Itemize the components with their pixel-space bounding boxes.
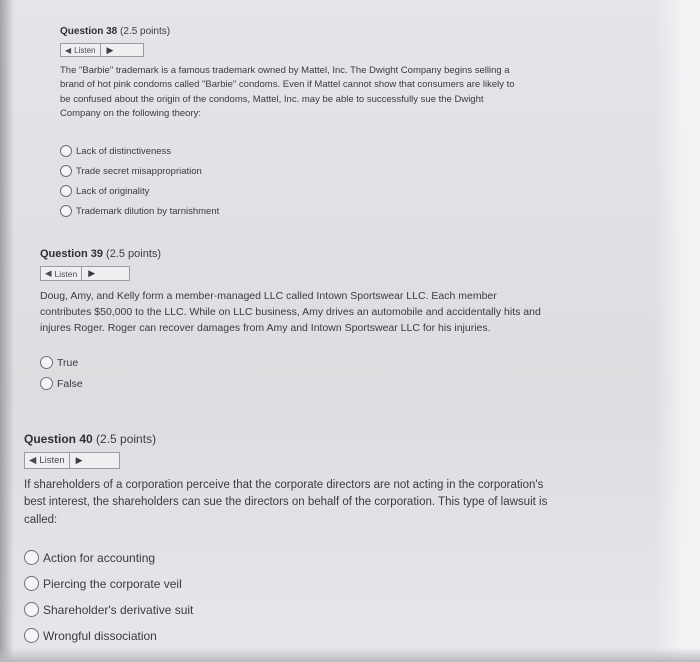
bottom-edge-shadow (0, 648, 700, 662)
question-points: (2.5 points) (120, 26, 171, 37)
option-label: False (57, 377, 83, 390)
option[interactable] (24, 545, 564, 571)
option[interactable] (60, 161, 530, 181)
question-text: Doug, Amy, and Kelly form a member-managed LLC called Intown Sportswear LLC. Each member contributes $50,000 to the LLC. While on LLC business, Amy drives an automobile and accidentally hits and injures Roger. Roger can recover damages from Amy and Intown Sportswear LLC for his injuries. (40, 290, 541, 334)
option-label: Piercing the corporate veil (43, 576, 182, 591)
question-39 (40, 248, 550, 394)
question-number: Question 38 (60, 26, 118, 37)
option-label: Wrongful dissociation (43, 628, 157, 643)
radio-button[interactable] (60, 185, 72, 197)
listen-button[interactable] (41, 267, 82, 280)
question-points: (2.5 points) (96, 432, 157, 446)
question-number: Question 40 (24, 432, 93, 446)
question-text: If shareholders of a corporation perceive that the corporate directors are not acting in the corporation's best interest, the shareholders can sue the directors on behalf of the corporation. This type of lawsuit is called: (24, 479, 548, 526)
options-list (60, 141, 530, 221)
option[interactable] (24, 623, 564, 649)
radio-button[interactable] (60, 145, 72, 157)
question-number: Question 39 (40, 248, 103, 260)
option[interactable] (60, 181, 530, 201)
options-list (40, 352, 550, 394)
radio-button[interactable] (40, 377, 53, 390)
question-header (40, 248, 550, 260)
speaker-icon: ◀ (29, 455, 37, 466)
question-text: The "Barbie" trademark is a famous trademark owned by Mattel, Inc. The Dwight Company begins selling a brand of hot pink condoms called "Barbie" condoms. Even if Mattel cannot show that consumers are likely to be confused about the origin of the condoms, Mattel, Inc. may be able to successfully sue the Dwight Company on the following theory: (60, 65, 515, 119)
option[interactable] (60, 201, 530, 221)
speaker-icon: ◀ (45, 268, 52, 278)
radio-button[interactable] (24, 550, 39, 565)
speaker-icon: ◀ (65, 45, 72, 55)
option-label: Lack of distinctiveness (76, 145, 172, 157)
options-list (24, 545, 564, 649)
option[interactable] (40, 373, 550, 394)
listen-widget (40, 266, 130, 281)
option-label: Lack of originality (76, 185, 150, 197)
listen-label: Listen (54, 268, 78, 279)
option[interactable] (60, 141, 530, 161)
radio-button[interactable] (24, 628, 39, 643)
option[interactable] (40, 352, 550, 373)
listen-widget (60, 43, 144, 57)
play-icon[interactable]: ▶ (75, 455, 83, 465)
question-header (24, 432, 564, 446)
option[interactable] (24, 571, 564, 597)
listen-label: Listen (39, 455, 65, 466)
option-label: True (57, 356, 79, 369)
radio-button[interactable] (24, 602, 39, 617)
question-38 (60, 26, 530, 221)
option-label: Trademark dilution by tarnishment (76, 205, 220, 217)
question-40 (24, 432, 564, 649)
right-edge-glare (654, 0, 700, 662)
option-label: Trade secret misappropriation (76, 165, 202, 177)
question-points: (2.5 points) (106, 248, 162, 260)
option[interactable] (24, 597, 564, 623)
option-label: Shareholder's derivative suit (43, 602, 194, 617)
listen-widget (24, 452, 120, 469)
option-label: Action for accounting (43, 550, 156, 565)
listen-button[interactable] (61, 44, 101, 56)
radio-button[interactable] (60, 165, 72, 177)
play-icon[interactable]: ▶ (88, 268, 96, 278)
listen-button[interactable] (25, 453, 70, 468)
radio-button[interactable] (40, 356, 53, 369)
listen-label: Listen (74, 45, 96, 55)
left-edge-shadow (0, 0, 14, 662)
question-header (60, 26, 530, 37)
play-icon[interactable]: ▶ (106, 44, 114, 55)
radio-button[interactable] (60, 205, 72, 217)
radio-button[interactable] (24, 576, 39, 591)
